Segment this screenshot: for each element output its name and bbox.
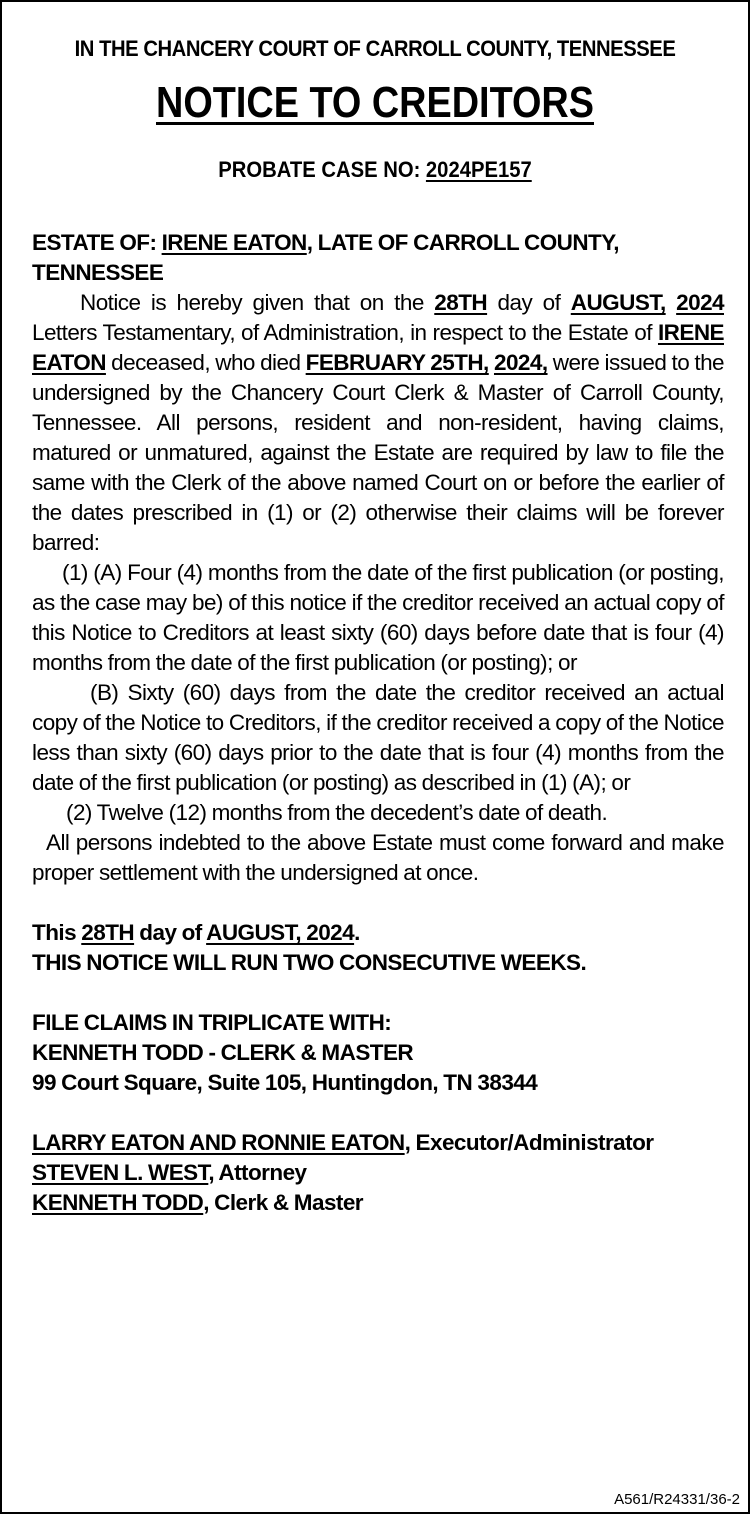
letters-month: AUGUST, bbox=[570, 290, 666, 315]
clerk-name: KENNETH TODD - CLERK & MASTER bbox=[32, 1040, 414, 1065]
indebted-paragraph: All persons indebted to the above Estate must come forward and make proper settlement with the undersigned at once. bbox=[32, 830, 724, 885]
dated-month-year: AUGUST, 2024 bbox=[206, 920, 355, 945]
death-year: 2024, bbox=[493, 350, 548, 375]
signature-role: , Executor/Administrator bbox=[404, 1130, 654, 1155]
case-prefix: PROBATE CASE NO: bbox=[218, 157, 426, 182]
notice-paragraph bbox=[32, 288, 724, 558]
estate-name: IRENE EATON bbox=[161, 230, 307, 255]
decedent-name: IRENE EATON bbox=[32, 320, 724, 375]
reference-code: A561/R24331/36-2 bbox=[614, 1491, 740, 1508]
signature-name: KENNETH TODD bbox=[32, 1190, 204, 1215]
letters-day: 28TH bbox=[434, 290, 488, 315]
court-heading: IN THE CHANCERY COURT OF CARROLL COUNTY, TENNESSEE bbox=[74, 36, 676, 61]
case-number: 2024PE157 bbox=[425, 157, 532, 182]
notice-body bbox=[32, 228, 724, 1218]
para1-text-4: Letters Testamentary, of Administration, in respect to the Estate of bbox=[32, 320, 658, 345]
letters-year: 2024 bbox=[676, 290, 724, 315]
dated-text-1: This bbox=[32, 920, 82, 945]
para1-text-1: Notice is hereby given that on the bbox=[80, 290, 435, 315]
estate-suffix: , LATE OF CARROLL COUNTY, TENNESSEE bbox=[32, 230, 619, 285]
signature-name: LARRY EATON AND RONNIE EATON bbox=[32, 1130, 405, 1155]
estate-line bbox=[32, 228, 724, 288]
dated-day: 28TH bbox=[81, 920, 135, 945]
para1-text-5: deceased, who died bbox=[105, 350, 306, 375]
dated-text-3: . bbox=[354, 920, 360, 945]
signature-role: , Attorney bbox=[208, 1160, 307, 1185]
signature-executor bbox=[32, 1128, 724, 1158]
signature-name: STEVEN L. WEST bbox=[32, 1160, 209, 1185]
para1-text-7: were issued to the undersigned by the Chancery Court Clerk & Master of Carroll County, Tennessee. All persons, resident and non-resident, having claims, matured or unmatured, against the Estate are required by law to file the same with the Clerk of the above named Court on or before the earlier of the dates prescribed in (1) or (2) otherwise their claims will be forever barred: bbox=[32, 350, 725, 555]
signature-attorney bbox=[32, 1158, 724, 1188]
notice-title: NOTICE TO CREDITORS bbox=[155, 78, 595, 127]
clause-1a: (1) (A) Four (4) months from the date of the first publication (or posting, as the case may be) of this notice if the creditor received an actual copy of this Notice to Creditors at least sixty (60) days before date that is four (4) months from the date of the first publication (or posting); or bbox=[32, 560, 724, 675]
case-number-line bbox=[32, 157, 718, 183]
estate-prefix: ESTATE OF: bbox=[32, 230, 162, 255]
run-notice: THIS NOTICE WILL RUN TWO CONSECUTIVE WEEKS. bbox=[32, 950, 587, 975]
death-date: FEBRUARY 25TH, bbox=[305, 350, 489, 375]
signature-clerk bbox=[32, 1188, 724, 1218]
dated-text-2: day of bbox=[134, 920, 207, 945]
dated-line bbox=[32, 918, 724, 948]
court-address: 99 Court Square, Suite 105, Huntingdon, TN 38344 bbox=[32, 1070, 538, 1095]
file-claims-heading: FILE CLAIMS IN TRIPLICATE WITH: bbox=[32, 1010, 392, 1035]
para1-text-3 bbox=[666, 290, 676, 315]
para1-text-2: day of bbox=[487, 290, 571, 315]
clause-2: (2) Twelve (12) months from the decedent’s date of death. bbox=[66, 800, 608, 825]
signature-role: , Clerk & Master bbox=[203, 1190, 364, 1215]
clause-1b: (B) Sixty (60) days from the date the creditor received an actual copy of the Notice to Creditors, if the creditor received a copy of the Notice less than sixty (60) days prior to the date that is four (4) months from the date of the first publication (or posting) as described in (1) (A); or bbox=[32, 680, 724, 795]
